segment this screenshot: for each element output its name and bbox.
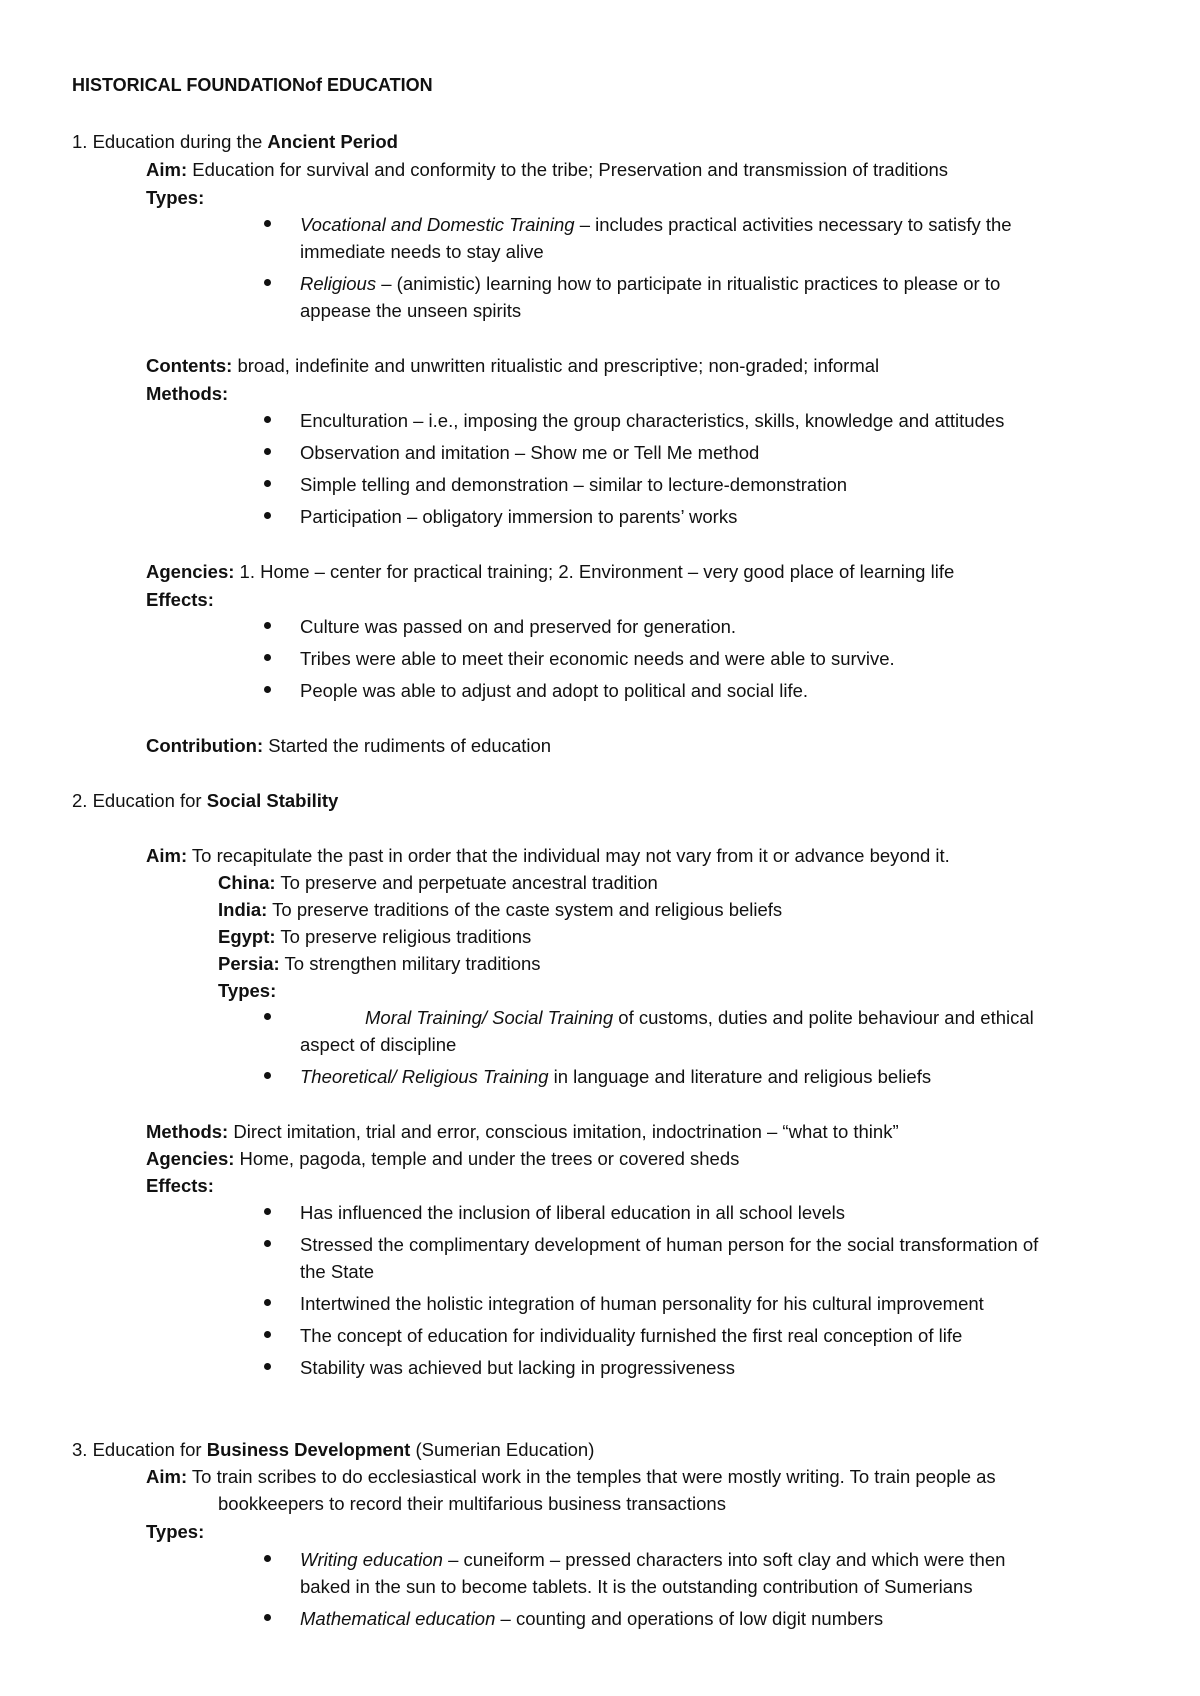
s1-contents (146, 352, 879, 379)
s3-aim-continued: bookkeepers to record their multifarious business transactions (218, 1493, 726, 1514)
s1-method-1: Enculturation – i.e., imposing the group characteristics, skills, knowledge and attitudes (300, 410, 1005, 431)
label: Contents: (146, 355, 233, 376)
bullet-icon (264, 1331, 271, 1338)
italic-text: Moral Training/ Social Training (365, 1007, 614, 1028)
s3-type-1 (300, 1546, 1005, 1573)
text: To strengthen military traditions (279, 953, 541, 974)
text: Home, pagoda, temple and under the trees or covered sheds (234, 1148, 740, 1169)
s1-type-1 (300, 211, 1012, 238)
heading-bold-text: Ancient Period (267, 131, 398, 152)
s2-effect-1: Has influenced the inclusion of liberal education in all school levels (300, 1202, 846, 1223)
s2-methods (146, 1118, 899, 1145)
label: Agencies: (146, 561, 235, 582)
label: Types: (146, 187, 205, 208)
label: Effects: (146, 589, 214, 610)
text: in language and literature and religious beliefs (548, 1066, 932, 1087)
bullet-icon (264, 512, 271, 519)
heading-suffix-text: (Sumerian Education) (410, 1439, 595, 1460)
label: Aim: (146, 845, 188, 866)
label: Methods: (146, 383, 229, 404)
italic-text: Theoretical/ Religious Training (300, 1066, 549, 1087)
s3-types-label (146, 1518, 204, 1545)
s3-aim (146, 1463, 996, 1490)
bullet-icon (264, 622, 271, 629)
section-1-heading (72, 128, 398, 155)
s2-types-label (218, 977, 276, 1004)
label: Aim: (146, 159, 188, 180)
text: Education for survival and conformity to the tribe; Preservation and transmission of traditions (187, 159, 949, 180)
label: Aim: (146, 1466, 188, 1487)
text: To recapitulate the past in order that the individual may not vary from it or advance beyond it. (187, 845, 950, 866)
s2-agencies (146, 1145, 739, 1172)
s3-type-1-continued: baked in the sun to become tablets. It is the outstanding contribution of Sumerians (300, 1576, 973, 1597)
label: Persia: (218, 953, 280, 974)
s2-effect-2: Stressed the complimentary development of human person for the social transformation of (300, 1234, 1039, 1255)
heading-text: 3. Education for (72, 1439, 207, 1460)
heading-bold-text: Business Development (206, 1439, 411, 1460)
s1-method-3: Simple telling and demonstration – similar to lecture-demonstration (300, 474, 848, 495)
bullet-icon (264, 1555, 271, 1562)
s1-effects-label (146, 586, 214, 613)
s1-types-label (146, 184, 204, 211)
label: China: (218, 872, 276, 893)
section-2-heading (72, 787, 338, 814)
s1-type-1-continued: immediate needs to stay alive (300, 241, 544, 262)
italic-text: Religious (300, 273, 377, 294)
text: broad, indefinite and unwritten ritualistic and prescriptive; non-graded; informal (232, 355, 880, 376)
s2-effect-3: Intertwined the holistic integration of human personality for his cultural improvement (300, 1293, 984, 1314)
bullet-icon (264, 654, 271, 661)
bullet-icon (264, 1072, 271, 1079)
s2-aim (146, 842, 950, 869)
section-3-heading (72, 1436, 594, 1463)
label: India: (218, 899, 268, 920)
label: Egypt: (218, 926, 276, 947)
s1-aim (146, 156, 948, 183)
s2-china (218, 869, 658, 896)
s1-agencies (146, 558, 954, 585)
heading-bold-text: Social Stability (206, 790, 339, 811)
label: Contribution: (146, 735, 264, 756)
bullet-icon (264, 1013, 271, 1020)
s3-type-2 (300, 1605, 883, 1632)
s2-type-1 (365, 1004, 1034, 1031)
italic-text: Vocational and Domestic Training (300, 214, 575, 235)
s2-egypt (218, 923, 531, 950)
label: Effects: (146, 1175, 214, 1196)
s1-type-2-continued: appease the unseen spirits (300, 300, 522, 321)
text: – includes practical activities necessary to satisfy the (574, 214, 1012, 235)
s2-persia (218, 950, 541, 977)
s2-type-1-continued: aspect of discipline (300, 1034, 457, 1055)
text: To preserve traditions of the caste system and religious beliefs (267, 899, 783, 920)
bullet-icon (264, 1240, 271, 1247)
text: 1. Home – center for practical training; 2. Environment – very good place of learning life (234, 561, 955, 582)
text: – (animistic) learning how to participate in ritualistic practices to please or to (376, 273, 1001, 294)
text: – counting and operations of low digit numbers (495, 1608, 884, 1629)
bullet-icon (264, 686, 271, 693)
s1-type-2 (300, 270, 1000, 297)
text: Direct imitation, trial and error, conscious imitation, indoctrination – “what to think” (228, 1121, 899, 1142)
s2-effect-5: Stability was achieved but lacking in progressiveness (300, 1357, 735, 1378)
document-title: HISTORICAL FOUNDATIONof EDUCATION (72, 75, 433, 95)
bullet-icon (264, 1363, 271, 1370)
text: – cuneiform – pressed characters into soft clay and which were then (442, 1549, 1006, 1570)
bullet-icon (264, 1614, 271, 1621)
s1-effect-3: People was able to adjust and adopt to political and social life. (300, 680, 809, 701)
label: Methods: (146, 1121, 229, 1142)
label: Agencies: (146, 1148, 235, 1169)
text: Started the rudiments of education (263, 735, 552, 756)
text: of customs, duties and polite behaviour and ethical (613, 1007, 1034, 1028)
s2-effect-4: The concept of education for individuality furnished the first real conception of life (300, 1325, 963, 1346)
s2-type-2 (300, 1063, 931, 1090)
heading-text: 1. Education during the (72, 131, 268, 152)
s2-india (218, 896, 782, 923)
bullet-icon (264, 279, 271, 286)
s2-effect-2-continued: the State (300, 1261, 375, 1282)
text: To preserve religious traditions (275, 926, 532, 947)
s1-contribution (146, 732, 551, 759)
italic-text: Writing education (300, 1549, 443, 1570)
s1-effect-1: Culture was passed on and preserved for generation. (300, 616, 737, 637)
bullet-icon (264, 1208, 271, 1215)
text: To preserve and perpetuate ancestral tradition (275, 872, 658, 893)
bullet-icon (264, 416, 271, 423)
s1-effect-2: Tribes were able to meet their economic needs and were able to survive. (300, 648, 895, 669)
text: To train scribes to do ecclesiastical work in the temples that were mostly writing. To train people as (187, 1466, 996, 1487)
bullet-icon (264, 480, 271, 487)
heading-text: 2. Education for (72, 790, 207, 811)
bullet-icon (264, 1299, 271, 1306)
s2-effects-label (146, 1172, 214, 1199)
s1-method-2: Observation and imitation – Show me or Tell Me method (300, 442, 760, 463)
bullet-icon (264, 448, 271, 455)
italic-text: Mathematical education (300, 1608, 496, 1629)
s1-methods-label (146, 380, 228, 407)
bullet-icon (264, 220, 271, 227)
label: Types: (218, 980, 277, 1001)
s1-method-4: Participation – obligatory immersion to parents’ works (300, 506, 738, 527)
label: Types: (146, 1521, 205, 1542)
